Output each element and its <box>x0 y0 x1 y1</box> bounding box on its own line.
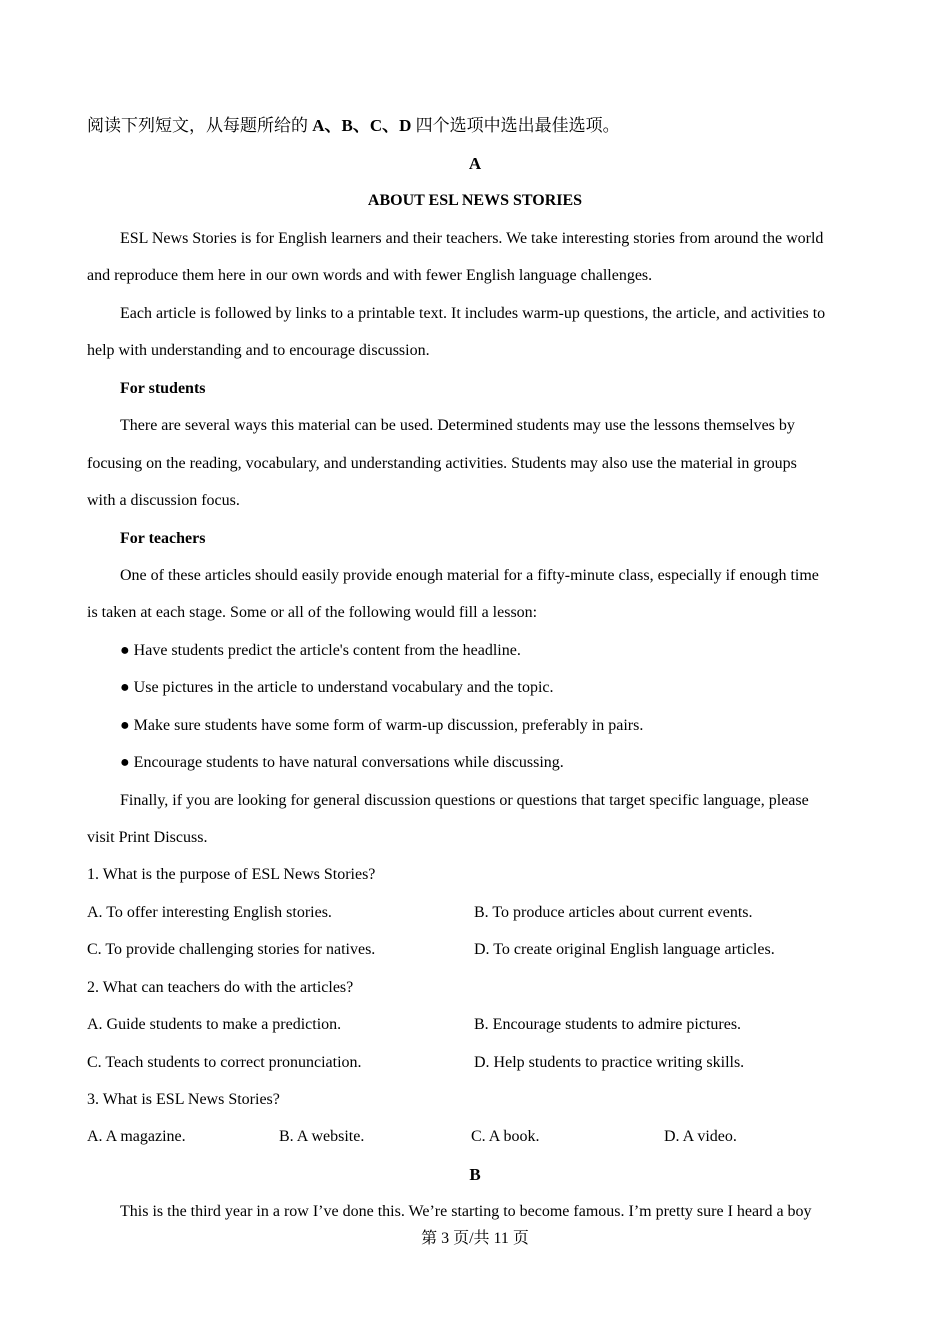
paragraph-5-line-1: Finally, if you are looking for general discussion questions or questions that target specific language, please <box>120 792 809 809</box>
question-1-option-b: B. To produce articles about current events. <box>474 904 753 921</box>
question-1-option-d: D. To create original English language articles. <box>474 941 775 958</box>
instruction-prefix: 阅读下列短文，从每题所给的 <box>87 116 308 135</box>
question-3-stem: 3. What is ESL News Stories? <box>87 1091 280 1108</box>
paragraph-1-line-2: and reproduce them here in our own words and with fewer English language challenges. <box>87 267 653 284</box>
bullet-item-2: ● Use pictures in the article to understand vocabulary and the topic. <box>120 679 554 696</box>
passage-a-title: ABOUT ESL NEWS STORIES <box>367 192 583 209</box>
paragraph-4-line-2: is taken at each stage. Some or all of the following would fill a lesson: <box>87 604 538 621</box>
paragraph-3-line-1: There are several ways this material can be used. Determined students may use the lessons themselves by <box>120 417 795 434</box>
instruction-options: A、B、C、D <box>312 116 412 135</box>
question-3-option-d: D. A video. <box>664 1128 737 1145</box>
paragraph-4-line-1: One of these articles should easily provide enough material for a fifty-minute class, especially if enough time <box>120 567 819 584</box>
question-2-option-a: A. Guide students to make a prediction. <box>87 1016 342 1033</box>
passage-a-label: A <box>468 154 482 173</box>
paragraph-3-line-3: with a discussion focus. <box>87 492 240 509</box>
passage-b-line-1: This is the third year in a row I’ve done this. We’re starting to become famous. I’m pretty sure I heard a boy <box>120 1203 812 1220</box>
paragraph-1-line-1: ESL News Stories is for English learners and their teachers. We take interesting stories from around the world <box>120 230 824 247</box>
bullet-item-3: ● Make sure students have some form of warm-up discussion, preferably in pairs. <box>120 717 644 734</box>
question-2-option-b: B. Encourage students to admire pictures. <box>474 1016 742 1033</box>
question-3-option-a: A. A magazine. <box>87 1128 186 1145</box>
question-3-option-c: C. A book. <box>471 1128 540 1145</box>
page-indicator: 第 3 页/共 11 页 <box>421 1230 529 1247</box>
paragraph-3-line-2: focusing on the reading, vocabulary, and understanding activities. Students may also use the material in groups <box>87 455 797 472</box>
question-1-option-a: A. To offer interesting English stories. <box>87 904 332 921</box>
heading-for-teachers: For teachers <box>120 530 206 547</box>
instruction-suffix: 四个选项中选出最佳选项。 <box>415 116 620 135</box>
question-2-option-c: C. Teach students to correct pronunciation. <box>87 1054 362 1071</box>
question-3-option-b: B. A website. <box>279 1128 365 1145</box>
bullet-item-1: ● Have students predict the article's content from the headline. <box>120 642 521 659</box>
instruction <box>87 116 620 136</box>
passage-b-label: B <box>469 1165 481 1184</box>
question-2-stem: 2. What can teachers do with the articles? <box>87 979 354 996</box>
paragraph-2-line-1: Each article is followed by links to a printable text. It includes warm-up questions, the article, and activities to <box>120 305 826 322</box>
paragraph-5-line-2: visit Print Discuss. <box>87 829 208 846</box>
question-1-option-c: C. To provide challenging stories for natives. <box>87 941 376 958</box>
bullet-item-4: ● Encourage students to have natural conversations while discussing. <box>120 754 564 771</box>
question-2-option-d: D. Help students to practice writing skills. <box>474 1054 745 1071</box>
heading-for-students: For students <box>120 380 206 397</box>
question-1-stem: 1. What is the purpose of ESL News Stories? <box>87 866 376 883</box>
paragraph-2-line-2: help with understanding and to encourage discussion. <box>87 342 430 359</box>
